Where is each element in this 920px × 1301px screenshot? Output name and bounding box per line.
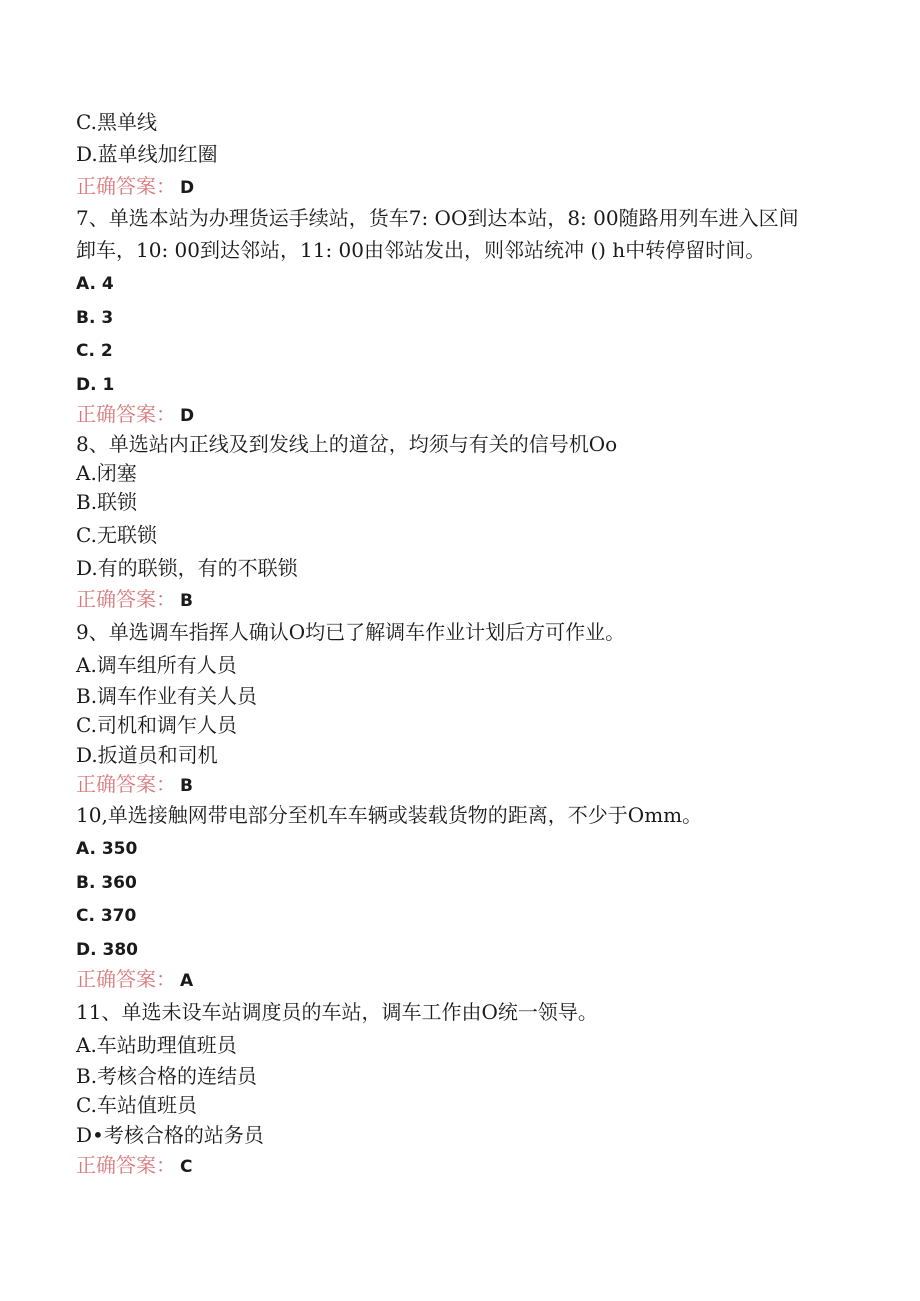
answer-label: 正确答案： xyxy=(76,402,176,426)
q9-option-c: C.司机和调乍人员 xyxy=(76,713,237,737)
q10-option-b: B. 360 xyxy=(76,873,137,893)
answer-label: 正确答案： xyxy=(76,174,176,198)
q6-option-c: C.黑单线 xyxy=(76,110,157,134)
q7-stem-line2: 卸车，10: 00到达邻站，11: 00由邻站发出，则邻站统冲 () h中转停留时间。 xyxy=(76,238,766,262)
answer-value: A xyxy=(180,971,194,991)
q10-option-d: D. 380 xyxy=(76,940,138,960)
q11-option-a: A.车站助理值班员 xyxy=(76,1033,237,1057)
q11-stem: 11、单选未设车站调度员的车站，调车工作由O统一领导。 xyxy=(76,1000,598,1024)
q8-option-d: D.有的联锁，有的不联锁 xyxy=(76,556,298,580)
q9-answer xyxy=(76,772,193,798)
q10-option-a: A. 350 xyxy=(76,839,138,859)
q8-answer xyxy=(76,587,193,613)
q8-option-c: C.无联锁 xyxy=(76,523,157,547)
q7-option-d: D. 1 xyxy=(76,375,115,395)
answer-value: D xyxy=(180,406,195,426)
answer-value: C xyxy=(180,1157,193,1177)
answer-value: D xyxy=(180,178,195,198)
answer-label: 正确答案： xyxy=(76,967,176,991)
q7-answer xyxy=(76,402,194,428)
q10-stem: 10,单选接触网带电部分至机车车辆或装载货物的距离，不少于Omm。 xyxy=(76,803,703,827)
answer-value: B xyxy=(180,591,193,611)
q11-option-b: B.考核合格的连结员 xyxy=(76,1064,258,1088)
q9-option-a: A.调车组所有人员 xyxy=(76,653,237,677)
q7-option-c: C. 2 xyxy=(76,341,113,361)
answer-label: 正确答案： xyxy=(76,772,176,796)
q11-option-d: D•考核合格的站务员 xyxy=(76,1123,264,1147)
q11-answer xyxy=(76,1153,192,1179)
q11-option-c: C.车站值班员 xyxy=(76,1093,197,1117)
q8-stem: 8、单选站内正线及到发线上的道岔，均须与有关的信号机Oo xyxy=(76,432,618,456)
q10-answer xyxy=(76,967,193,993)
answer-label: 正确答案： xyxy=(76,587,176,611)
q9-stem: 9、单选调车指挥人确认O均已了解调车作业计划后方可作业。 xyxy=(76,620,626,644)
q8-option-b: B.联锁 xyxy=(76,490,138,514)
answer-value: B xyxy=(180,776,193,796)
answer-label: 正确答案： xyxy=(76,1153,176,1177)
q9-option-d: D.扳道员和司机 xyxy=(76,743,218,767)
q7-stem-line1: 7、单选本站为办理货运手续站，货车7: OO到达本站，8: 00随路用列车进入区间 xyxy=(76,206,799,230)
q6-option-d: D.蓝单线加红圈 xyxy=(76,142,218,166)
q6-answer xyxy=(76,174,194,200)
q7-option-b: B. 3 xyxy=(76,308,114,328)
q7-option-a: A. 4 xyxy=(76,274,114,294)
q10-option-c: C. 370 xyxy=(76,906,137,926)
q9-option-b: B.调车作业有关人员 xyxy=(76,684,258,708)
q8-option-a: A.闭塞 xyxy=(76,461,137,485)
